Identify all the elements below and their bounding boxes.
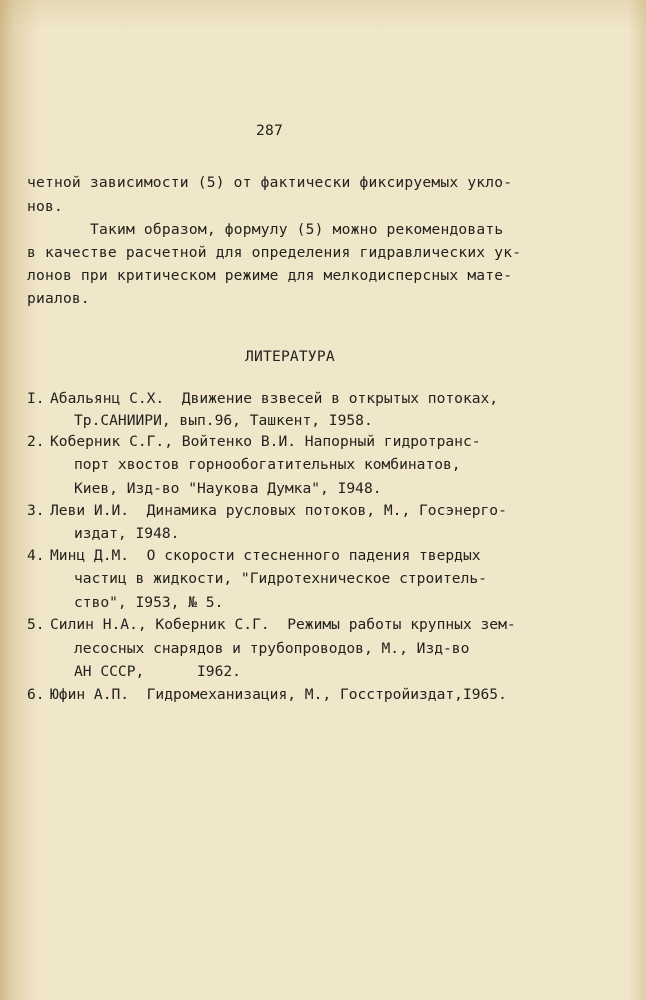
body-line: риалов. <box>27 290 90 307</box>
reference-line: Коберник С.Г., Войтенко В.И. Напорный гидротранс- <box>50 433 481 450</box>
reference-number: 6. <box>27 686 45 703</box>
reference-number: 2. <box>27 433 45 450</box>
reference-number: 4. <box>27 547 45 564</box>
reference-number: I. <box>27 390 45 407</box>
body-line: четной зависимости (5) от фактически фиксируемых укло- <box>27 174 513 191</box>
body-line: нов. <box>27 198 63 215</box>
reference-line: частиц в жидкости, "Гидротехническое строитель- <box>74 570 487 587</box>
reference-line: Юфин А.П. Гидромеханизация, М., Госстройиздат,I965. <box>50 686 507 703</box>
reference-line: Силин Н.А., Коберник С.Г. Режимы работы крупных зем- <box>50 616 516 633</box>
reference-line: Минц Д.М. О скорости стесненного падения твердых <box>50 547 481 564</box>
body-line: Таким образом, формулу (5) можно рекомендовать <box>90 221 504 238</box>
page-number: 287 <box>256 122 283 139</box>
reference-line: лесосных снарядов и трубопроводов, М., Изд-во <box>74 640 470 657</box>
reference-line: ство", I953, № 5. <box>74 594 224 611</box>
reference-line: Тр.САНИИРИ, вып.96, Ташкент, I958. <box>74 412 373 429</box>
reference-line: Леви И.И. Динамика русловых потоков, М., Госэнерго- <box>50 502 507 519</box>
references-heading: ЛИТЕРАТУРА <box>245 348 335 365</box>
reference-line: издат, I948. <box>74 525 180 542</box>
reference-number: 3. <box>27 502 45 519</box>
body-line: лонов при критическом режиме для мелкодисперсных мате- <box>27 267 513 284</box>
reference-line: Абальянц С.Х. Движение взвесей в открытых потоках, <box>50 390 499 407</box>
reference-line: Киев, Изд-во "Наукова Думка", I948. <box>74 480 382 497</box>
reference-line: АН СССР, I962. <box>74 663 241 680</box>
reference-line: порт хвостов горнообогатительных комбинатов, <box>74 456 461 473</box>
reference-number: 5. <box>27 616 45 633</box>
body-line: в качестве расчетной для определения гидравлических ук- <box>27 244 522 261</box>
